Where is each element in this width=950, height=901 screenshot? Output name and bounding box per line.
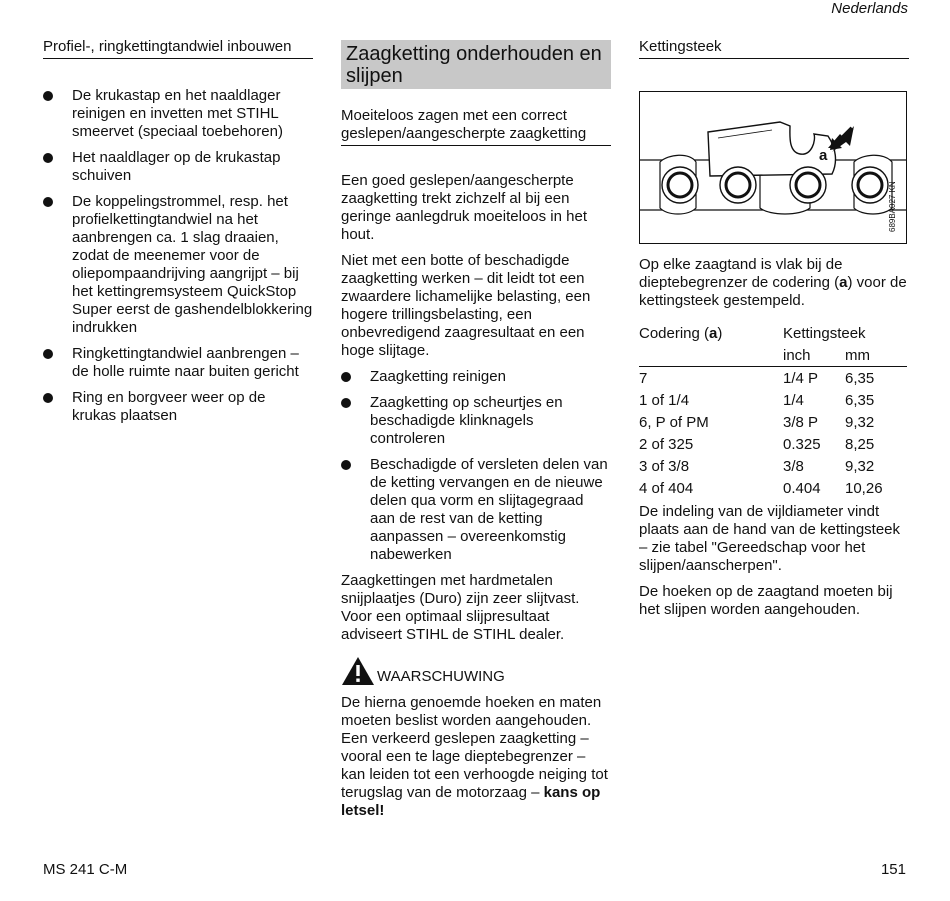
bullet-icon (341, 372, 351, 382)
bullet-icon (43, 153, 53, 163)
table-row: 7 1/4 P 6,35 (639, 369, 875, 387)
warning-emphasis: kans op letsel! (341, 784, 601, 819)
warning-heading (341, 656, 611, 686)
list-item: De koppelingstrommel, resp. het profielkettingtandwiel na het aanbrengen ca. 1 slag draaien, zodat de meenemer voor de oliepompaandrijving aangrijpt – bij het kettingremsysteem QuickStop Super eerst de gashendelblokkering indrukken (43, 193, 313, 337)
list-item: Ringkettingtandwiel aanbrengen – de holle ruimte naar buiten gericht (43, 345, 313, 381)
table-header-row (639, 322, 907, 344)
warning-label: WAARSCHUWING (377, 668, 505, 685)
chain-drawing (640, 92, 906, 243)
table-header-pitch: Kettingsteek (783, 324, 866, 342)
table-row: 6, P of PM 3/8 P 9,32 (639, 413, 875, 431)
table-unit-inch: inch (783, 346, 811, 364)
section-heading-pitch: Kettingsteek (639, 38, 909, 59)
table-row: 4 of 404 0.404 10,26 (639, 479, 883, 497)
bullet-icon (43, 91, 53, 101)
column-chain-maintenance (341, 40, 611, 820)
bullet-icon (43, 393, 53, 403)
paragraph: Een goed geslepen/aangescherpte zaagketting trekt zichzelf al bij een geringe aanlegdruk moeiteloos in het hout. (341, 172, 587, 243)
bullet-icon (341, 460, 351, 470)
table-row: 1 of 1/4 1/4 6,35 (639, 391, 875, 409)
column-installation (43, 38, 313, 425)
page-number: 151 (880, 861, 906, 878)
table-unit-mm: mm (845, 346, 870, 364)
table-unit-row (639, 344, 907, 367)
paragraph: De hoeken op de zaagtand moeten bij het slijpen worden aangehouden. (639, 583, 893, 618)
warning-text: De hierna genoemde hoeken en maten moeten beslist worden aangehouden. Een verkeerd geslepen zaagketting – vooral een te lage dieptebegrenzer – kan leiden tot een verhoogde neiging tot terugslag van de motorzaag – kans op letsel! (341, 694, 608, 819)
bullet-icon (43, 197, 53, 207)
table-header-code: Codering (a) (639, 324, 723, 342)
subheading-sharpening: Moeiteloos zagen met een correct geslepen/aangescherpte zaagketting (341, 107, 611, 146)
list-item: Zaagketting reinigen (341, 368, 611, 386)
language-label: Nederlands (831, 0, 908, 17)
chain-figure (639, 91, 907, 244)
list-item: Beschadigde of versleten delen van de ketting vervangen en de nieuwe delen qua vorm en slijtagegraad aan de rest van de ketting aanpassen – overeenkomstig nabewerken (341, 456, 611, 564)
bullet-icon (341, 398, 351, 408)
pitch-table (639, 322, 907, 499)
figure-code: 689BA027 KN (888, 181, 897, 232)
section-heading-sprocket: Profiel-, ringkettingtandwiel inbouwen (43, 38, 313, 59)
warning-icon (341, 656, 375, 686)
section-heading-chain: Zaagketting onderhouden en slijpen (341, 40, 611, 89)
list-item: Ring en borgveer weer op de krukas plaatsen (43, 389, 313, 425)
bullet-icon (43, 349, 53, 359)
table-row: 3 of 3/8 3/8 9,32 (639, 457, 875, 475)
list-item: Zaagketting op scheurtjes en beschadigde klinknagels controleren (341, 394, 611, 448)
paragraph: Op elke zaagtand is vlak bij de dieptebegrenzer de codering (a) voor de kettingsteek gestempeld. (639, 256, 907, 309)
paragraph: De indeling van de vijldiameter vindt plaats aan de hand van de kettingsteek – zie tabel "Gereedschap voor het slijpen/aanscherpen". (639, 503, 901, 574)
figure-callout: a (819, 147, 828, 164)
list-item: De krukastap en het naaldlager reinigen en invetten met STIHL smeervet (speciaal toebehoren) (43, 87, 313, 141)
paragraph: Niet met een botte of beschadigde zaagketting werken – dit leidt tot een zwaardere lichamelijke belasting, een hogere trillingsbelasting, een onbevredigend zaagresultaat en een hoge slijtage. (341, 252, 591, 359)
column-chain-pitch (639, 38, 909, 619)
table-row: 2 of 325 0.325 8,25 (639, 435, 875, 453)
footer-model: MS 241 C-M (43, 861, 128, 878)
list-item: Het naaldlager op de krukastap schuiven (43, 149, 313, 185)
paragraph: Zaagkettingen met hardmetalen snijplaatjes (Duro) zijn zeer slijtvast. Voor een optimaal slijpresultaat adviseert STIHL de STIHL dealer. (341, 572, 580, 643)
